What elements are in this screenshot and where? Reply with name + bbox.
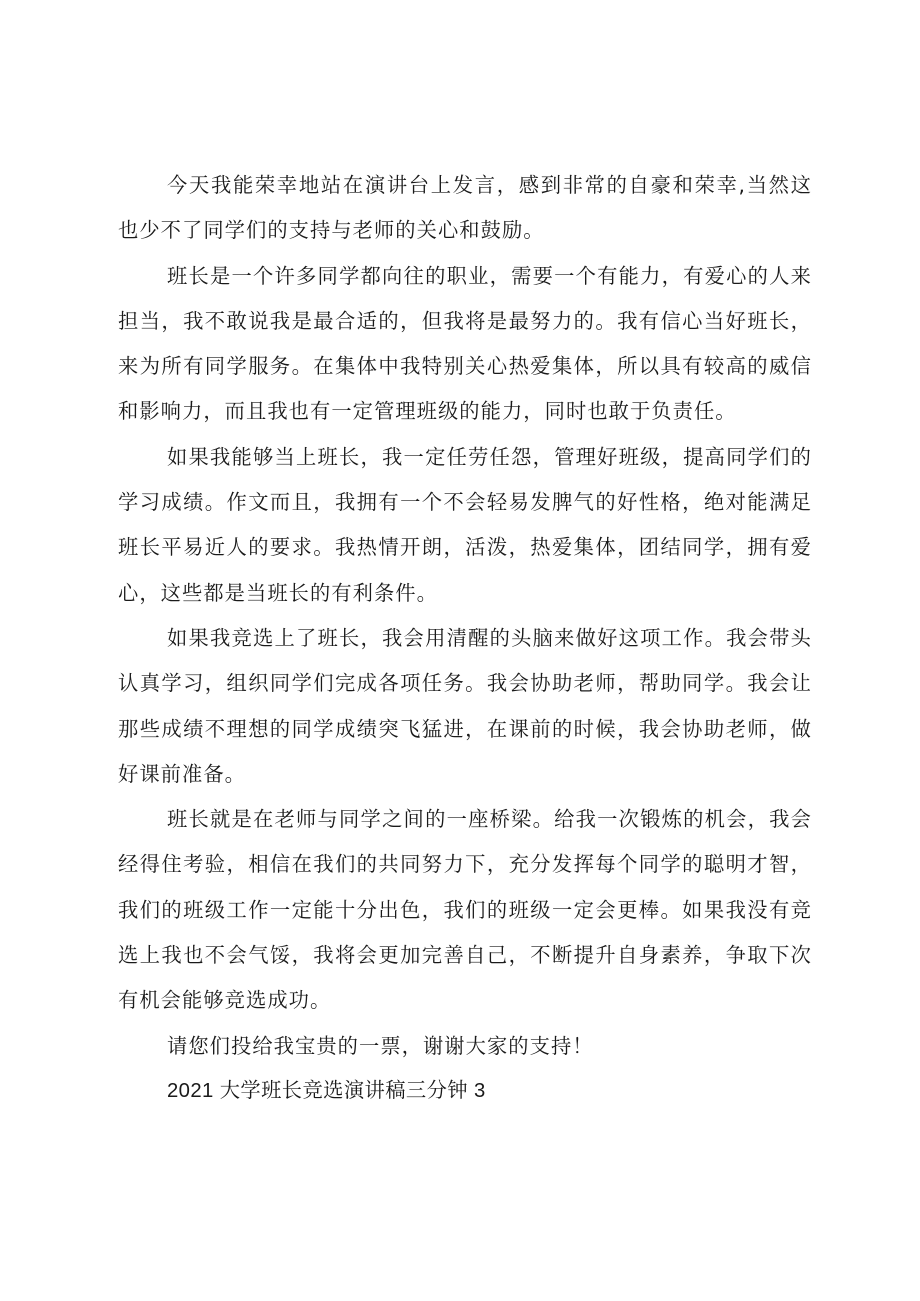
paragraph-closing: 请您们投给我宝贵的一票，谢谢大家的支持！ — [167, 1033, 594, 1058]
paragraph-if-elected: 如果我能够当上班长，我一定任劳任怨，管理好班级，提高同学们的学习成绩。作文而且，我拥有一个不会轻易发脾气的好性格，绝对能满足班长平易近人的要求。我热情开朗，活泼，热爱集体，团结同学，拥有爱心，这些都是当班长的有利条件。 — [118, 444, 812, 605]
paragraph-opening: 今天我能荣幸地站在演讲台上发言，感到非常的自豪和荣幸,当然这也少不了同学们的支持与老师的关心和鼓励。 — [118, 173, 812, 243]
document-body — [118, 163, 812, 1114]
paragraph-work-plan: 如果我竞选上了班长，我会用清醒的头脑来做好这项工作。我会带头认真学习，组织同学们完成各项任务。我会协助老师，帮助同学。我会让那些成绩不理想的同学成绩突飞猛进，在课前的时候，我会协助老师，做好课前准备。 — [118, 625, 812, 786]
section-heading: 2021 大学班长竞选演讲稿三分钟 3 — [167, 1079, 486, 1102]
paragraph-monitor-role: 班长是一个许多同学都向往的职业，需要一个有能力，有爱心的人来担当，我不敢说我是最合适的，但我将是最努力的。我有信心当好班长，来为所有同学服务。在集体中我特别关心热爱集体，所以具有较高的威信和影响力，而且我也有一定管理班级的能力，同时也敢于负责任。 — [118, 263, 812, 424]
paragraph-bridge: 班长就是在老师与同学之间的一座桥梁。给我一次锻炼的机会，我会经得住考验，相信在我们的共同努力下，充分发挥每个同学的聪明才智，我们的班级工作一定能十分出色，我们的班级一定会更棒。如果我没有竞选上我也不会气馁，我将会更加完善自己，不断提升自身素养，争取下次有机会能够竞选成功。 — [118, 807, 812, 1013]
